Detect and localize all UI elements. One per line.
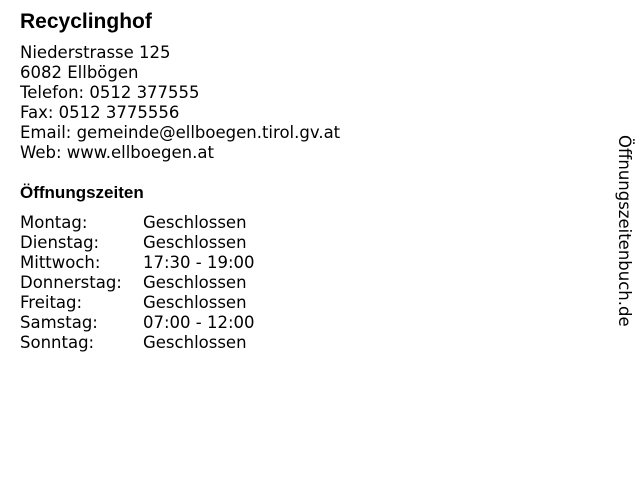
hours-time: Geschlossen bbox=[143, 333, 247, 352]
hours-time: Geschlossen bbox=[143, 233, 247, 252]
address-city: 6082 Ellbögen bbox=[20, 63, 139, 82]
page-title: Recyclinghof bbox=[20, 10, 152, 33]
hours-day: Mittwoch: bbox=[20, 253, 101, 272]
fax-number: Fax: 0512 3775556 bbox=[20, 103, 180, 122]
hours-time: 07:00 - 12:00 bbox=[143, 313, 255, 332]
hours-row-thursday bbox=[20, 273, 255, 293]
address-street: Niederstrasse 125 bbox=[20, 43, 171, 62]
website-address: Web: www.ellboegen.at bbox=[20, 143, 214, 162]
hours-row-saturday bbox=[20, 313, 255, 333]
hours-time: 17:30 - 19:00 bbox=[143, 253, 255, 272]
hours-day: Montag: bbox=[20, 213, 88, 232]
hours-day: Sonntag: bbox=[20, 333, 95, 352]
hours-day: Donnerstag: bbox=[20, 273, 122, 292]
opening-hours-table bbox=[20, 213, 255, 353]
hours-time: Geschlossen bbox=[143, 293, 247, 312]
hours-time: Geschlossen bbox=[143, 213, 247, 232]
hours-day: Samstag: bbox=[20, 313, 98, 332]
email-address: Email: gemeinde@ellboegen.tirol.gv.at bbox=[20, 123, 341, 142]
hours-row-wednesday bbox=[20, 253, 255, 273]
hours-time: Geschlossen bbox=[143, 273, 247, 292]
contact-block bbox=[20, 43, 340, 163]
hours-row-sunday bbox=[20, 333, 255, 353]
site-watermark: Öffnungszeitenbuch.de bbox=[615, 135, 634, 327]
hours-day: Freitag: bbox=[20, 293, 83, 312]
hours-row-monday bbox=[20, 213, 255, 233]
hours-row-tuesday bbox=[20, 233, 255, 253]
hours-row-friday bbox=[20, 293, 255, 313]
opening-hours-heading: Öffnungszeiten bbox=[20, 183, 144, 202]
hours-day: Dienstag: bbox=[20, 233, 100, 252]
phone-number: Telefon: 0512 377555 bbox=[20, 83, 200, 102]
